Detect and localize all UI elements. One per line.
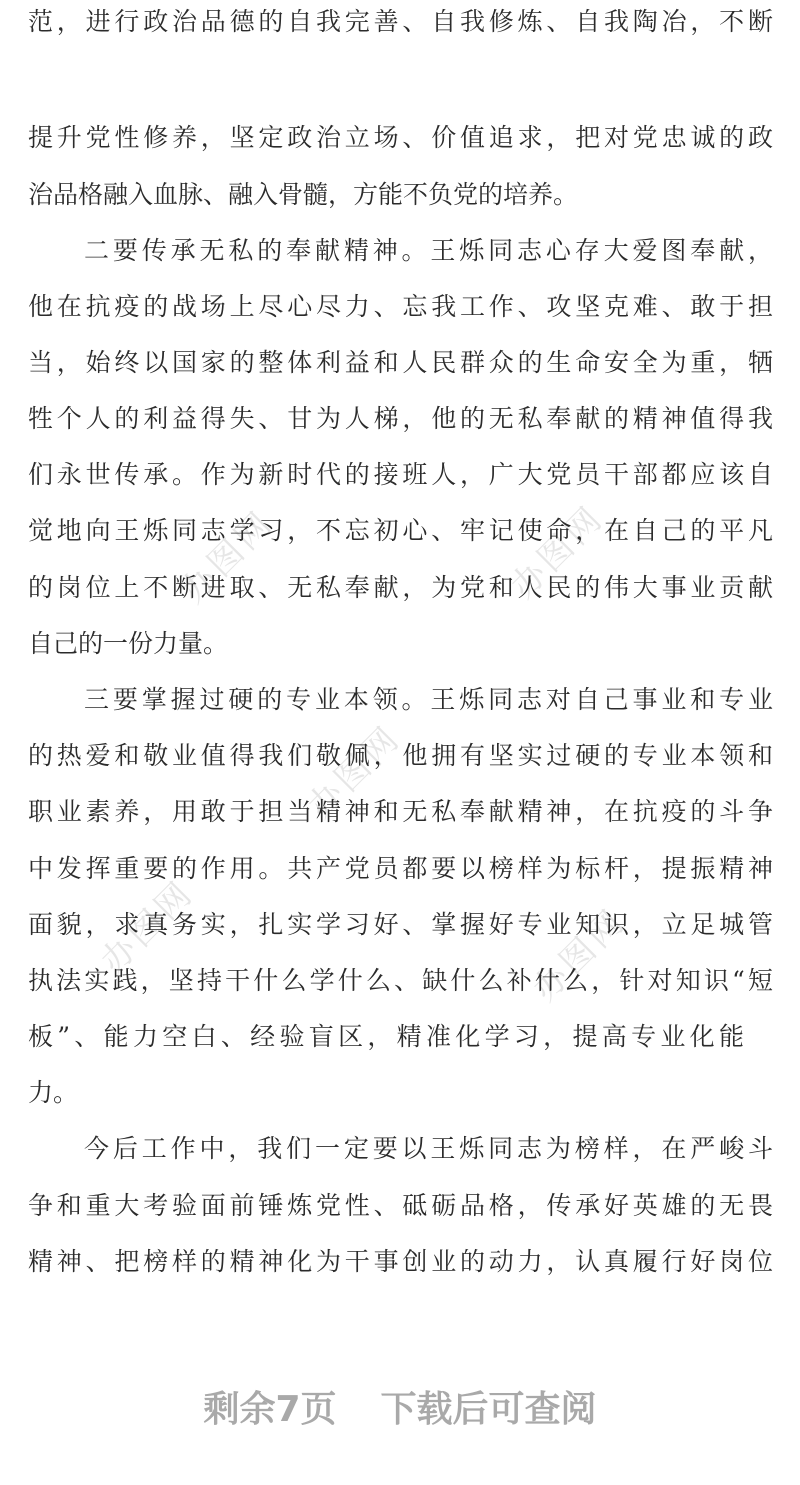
- text-line: 们永世传承。作为新时代的接班人，广大党员干部都应该自: [28, 460, 773, 489]
- watermark: 办图网: [525, 900, 634, 1010]
- text-line: 精神、把榜样的精神化为干事创业的动力，认真履行好岗位: [28, 1247, 773, 1276]
- paragraph-start: 三要掌握过硬的专业本领。王烁同志对自己事业和专业: [84, 685, 773, 714]
- download-to-view-label: 下载后可查阅: [380, 1389, 597, 1430]
- watermark: 办图网: [503, 497, 612, 607]
- remaining-pages-label: 剩余7页: [203, 1389, 337, 1430]
- text-line: 自己的一份力量。: [28, 629, 229, 658]
- text-line: 觉地向王烁同志学习，不忘初心、牢记使命，在自己的平凡: [28, 516, 773, 545]
- paragraph-start: 二要传承无私的奉献精神。王烁同志心存大爱图奉献，: [84, 236, 773, 265]
- watermark: 办图网: [300, 717, 409, 827]
- watermark: 办图网: [93, 872, 202, 982]
- text-line: 力。: [28, 1078, 79, 1107]
- text-line: 板”、能力空白、经验盲区，精准化学习，提高专业化能: [28, 1022, 744, 1051]
- text-line: 执法实践，坚持干什么学什么、缺什么补什么，针对知识“短: [28, 966, 773, 995]
- text-line: 的岗位上不断进取、无私奉献，为党和人民的伟大事业贡献: [28, 573, 773, 602]
- text-line: 治品格融入血脉、融入骨髓，方能不负党的培养。: [28, 180, 579, 209]
- watermark: 办图网: [173, 502, 282, 612]
- paragraph-start: 今后工作中，我们一定要以王烁同志为榜样，在严峻斗: [84, 1134, 773, 1163]
- download-prompt[interactable]: [0, 1380, 800, 1440]
- text-line: 的热爱和敬业值得我们敬佩，他拥有坚实过硬的专业本领和: [28, 741, 773, 770]
- text-line: 职业素养，用敢于担当精神和无私奉献精神，在抗疫的斗争: [28, 797, 773, 826]
- text-line: 争和重大考验面前锤炼党性、砥砺品格，传承好英雄的无畏: [28, 1191, 773, 1220]
- text-line: 面貌，求真务实，扎实学习好、掌握好专业知识，立足城管: [28, 910, 773, 939]
- text-line: 中发挥重要的作用。共产党员都要以榜样为标杆，提振精神: [28, 854, 773, 883]
- text-line: 他在抗疫的战场上尽心尽力、忘我工作、攻坚克难、敢于担: [28, 292, 773, 321]
- text-line: 提升党性修养，坚定政治立场、价值追求，把对党忠诚的政: [28, 123, 773, 152]
- text-line: 当，始终以国家的整体利益和人民群众的生命安全为重，牺: [28, 348, 773, 377]
- text-line: 范，进行政治品德的自我完善、自我修炼、自我陶冶，不断: [28, 7, 773, 36]
- text-line: 牲个人的利益得失、甘为人梯，他的无私奉献的精神值得我: [28, 404, 773, 433]
